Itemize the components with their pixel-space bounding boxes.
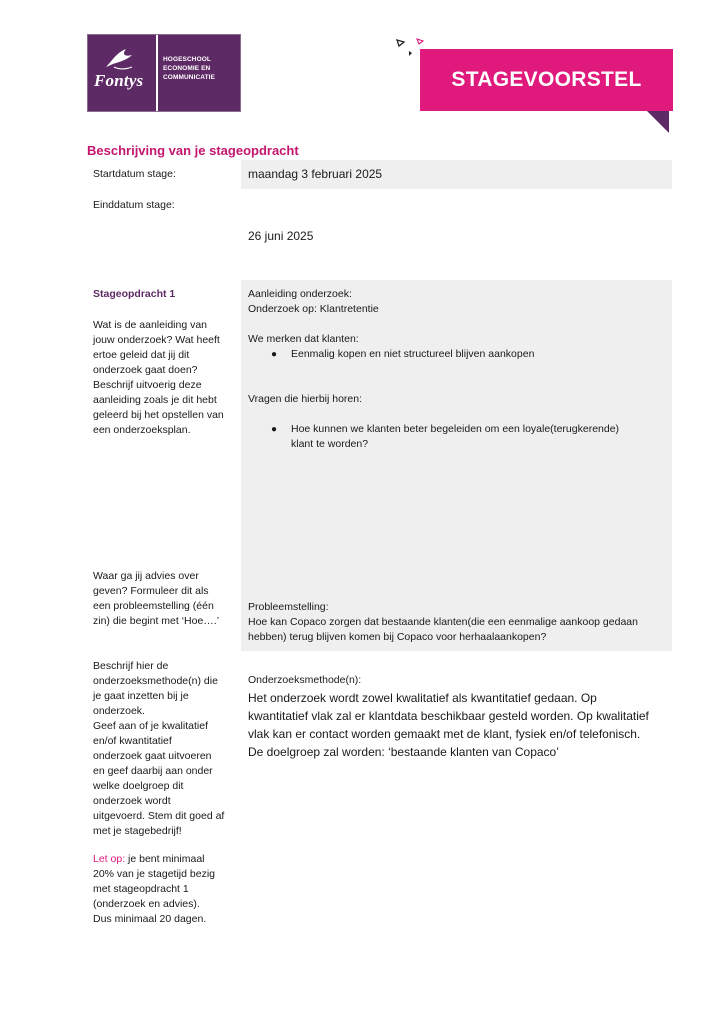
opdracht-heading: Stageopdracht 1 bbox=[93, 288, 176, 300]
text-line: een onderzoeksplan. bbox=[93, 424, 191, 436]
text-line: uitgevoerd. Stem dit goed af bbox=[93, 810, 225, 822]
bullet-icon: ● bbox=[271, 424, 278, 435]
methode-label: Onderzoeksmethode(n): bbox=[248, 674, 362, 686]
text-line: kwantitatief vlak zal er klantdata beschikbaar gesteld worden. Op kwalitatief bbox=[248, 709, 649, 723]
text-line: klant te worden? bbox=[291, 438, 369, 450]
fontys-logo bbox=[87, 34, 241, 112]
text-line: je gaat inzetten bij je bbox=[93, 690, 189, 702]
text-line: ertoe geleid dat jij dit bbox=[93, 349, 190, 361]
vragen-bullet bbox=[291, 422, 661, 452]
letop-label: Let op: bbox=[93, 853, 126, 865]
logo-name: Fontys bbox=[94, 71, 144, 90]
methode-text bbox=[248, 689, 678, 761]
logo-line: ECONOMIE EN bbox=[163, 65, 211, 72]
bullet-icon: ● bbox=[271, 349, 278, 360]
start-date-value: maandag 3 februari 2025 bbox=[248, 167, 383, 181]
text-line: onderzoeksmethode(n) die bbox=[93, 675, 218, 687]
text-line: vlak kan er contact worden gemaakt met de klant, fysiek en/of telefonisch. bbox=[248, 727, 641, 741]
section-title: Beschrijving van je stageopdracht bbox=[87, 143, 299, 158]
end-date-label: Einddatum stage: bbox=[93, 199, 175, 211]
text-line: hebben) terug blijven komen bij Copaco voor herhaalaankopen? bbox=[248, 631, 547, 643]
logo-line: HOGESCHOOL bbox=[163, 56, 211, 63]
text-line: (onderzoek en advies). bbox=[93, 898, 200, 910]
text-line: geven? Formuleer dit als bbox=[93, 585, 209, 597]
text-line: Het onderzoek wordt zowel kwalitatief als kwantitatief gedaan. Op bbox=[248, 691, 597, 705]
text-line: Hoe kan Copaco zorgen dat bestaande klanten(die een eenmalige aankoop gedaan bbox=[248, 616, 638, 628]
text-line: Hoe kunnen we klanten beter begeleiden om een loyale(terugkerende) bbox=[291, 423, 620, 435]
question-advies bbox=[93, 569, 238, 629]
logo-text bbox=[156, 35, 240, 111]
text-line: jouw onderzoek? Wat heeft bbox=[93, 334, 220, 346]
text-line: geleerd bij het opstellen van bbox=[93, 409, 224, 421]
question-aanleiding bbox=[93, 318, 238, 438]
merken-label: We merken dat klanten: bbox=[248, 333, 359, 345]
probleem-text bbox=[248, 615, 668, 645]
text-line: en geef daarbij aan onder bbox=[93, 765, 213, 777]
banner-fold bbox=[647, 111, 669, 133]
text-line: met je stagebedrijf! bbox=[93, 825, 182, 837]
text-line: zin) die begint met ‘Hoe….’ bbox=[93, 615, 220, 627]
logo-line: COMMUNICATIE bbox=[163, 74, 215, 81]
text-line: Dus minimaal 20 dagen. bbox=[93, 913, 207, 925]
vragen-label: Vragen die hierbij horen: bbox=[248, 393, 363, 405]
merken-bullet: Eenmalig kopen en niet structureel blijven aankopen bbox=[291, 348, 535, 360]
text-line: De doelgroep zal worden: ‘bestaande klanten van Copaco’ bbox=[248, 745, 559, 759]
text-line: Waar ga jij advies over bbox=[93, 570, 199, 582]
document-banner bbox=[420, 49, 673, 111]
question-methode bbox=[93, 659, 243, 839]
text-line: onderzoek wordt bbox=[93, 795, 171, 807]
letop-text: je bent minimaal bbox=[125, 853, 205, 865]
text-line: met stageopdracht 1 bbox=[93, 883, 189, 895]
text-line: Wat is de aanleiding van bbox=[93, 319, 208, 331]
aanleiding-label: Aanleiding onderzoek: bbox=[248, 288, 352, 300]
text-line: onderzoek gaat doen? bbox=[93, 364, 198, 376]
text-line: 20% van je stagetijd bezig bbox=[93, 868, 215, 880]
onderwerp-text: Onderzoek op: Klantretentie bbox=[248, 303, 379, 315]
banner-title: STAGEVOORSTEL bbox=[451, 68, 642, 91]
text-line: onderzoek. bbox=[93, 705, 145, 717]
text-line: Beschrijf hier de bbox=[93, 660, 169, 672]
text-line: Beschrijf uitvoerig deze bbox=[93, 379, 202, 391]
text-line: aanleiding zoals je dit hebt bbox=[93, 394, 217, 406]
letop-note bbox=[93, 852, 243, 927]
probleem-label: Probleemstelling: bbox=[248, 601, 329, 613]
logo-emblem bbox=[88, 35, 156, 111]
text-line: welke doelgroep dit bbox=[93, 780, 184, 792]
letop-first-line bbox=[93, 852, 243, 867]
text-line: onderzoek gaat uitvoeren bbox=[93, 750, 212, 762]
text-line: Geef aan of je kwalitatief bbox=[93, 720, 208, 732]
end-date-value: 26 juni 2025 bbox=[248, 229, 314, 243]
text-line: een probleemstelling (één bbox=[93, 600, 214, 612]
text-line: en/of kwantitatief bbox=[93, 735, 172, 747]
start-date-label: Startdatum stage: bbox=[93, 168, 176, 180]
